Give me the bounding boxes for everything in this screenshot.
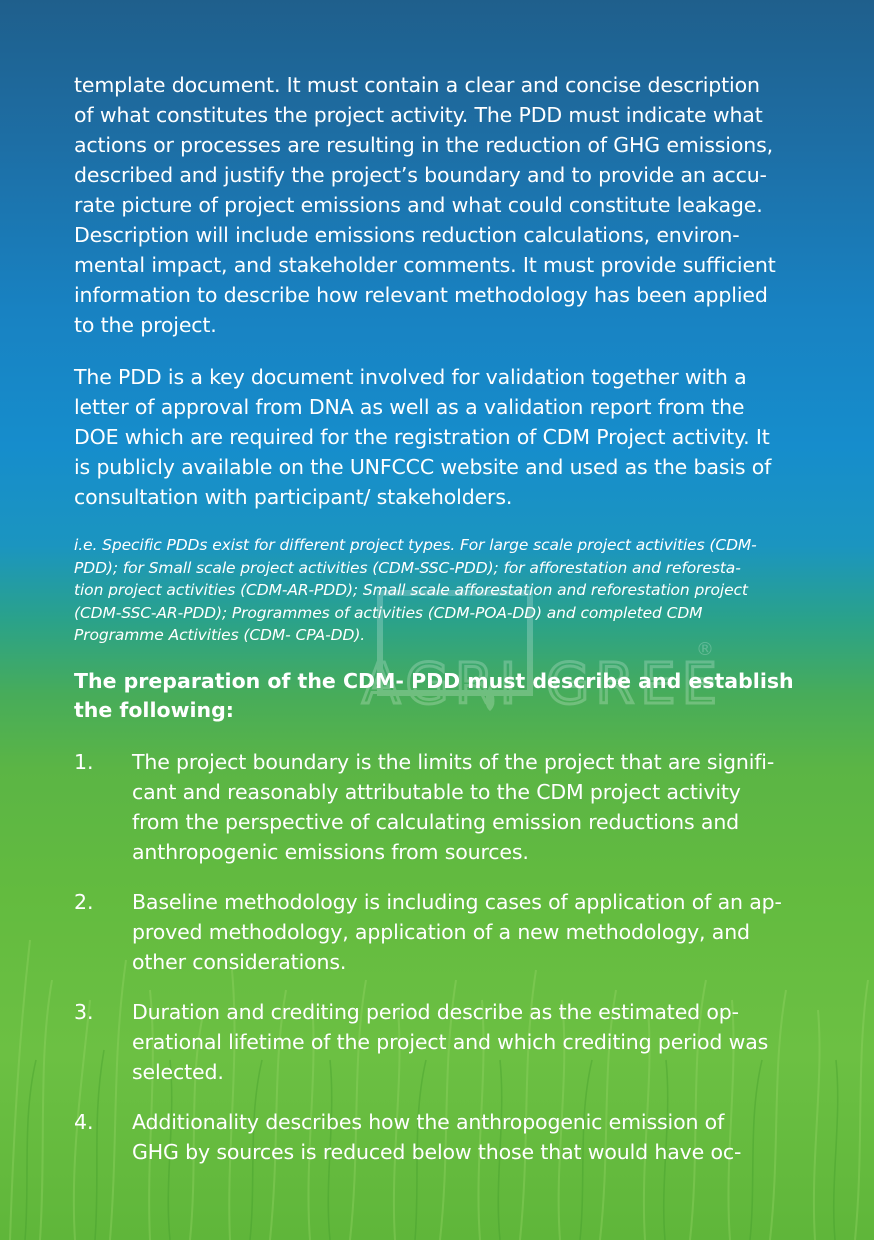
registered-mark: ®: [696, 639, 714, 660]
paragraph-pdd-description: template document. It must contain a clear and concise description of what constitutes the project activity. The PDD must indicate what actions or processes are resulting in the reduction of GHG emissions, described and justify the project’s boundary and to provide an accu- rate picture of project emissions and what could constitute leakage. Description will include emissions reduction calculations, environ- mental impact, and stakeholder comments. It must provide sufficient information to describe how relevant methodology has been applied to the project.: [74, 73, 776, 337]
list-text: Duration and crediting period describe as the estimated op- erational lifetime of the project and which crediting period was selected.: [132, 999, 769, 1084]
list-text: Additionality describes how the anthropogenic emission of GHG by sources is reduced below those that would have oc-: [132, 1109, 742, 1164]
paragraph-pdd-validation: The PDD is a key document involved for validation together with a letter of approval from DNA as well as a validation report from the DOE which are required for the registration of CDM Project activity. It is publicly available on the UNFCCC website and used as the basis of consultation with participant/ stakeholders.: [74, 365, 772, 509]
list-item: [74, 887, 804, 977]
list-item: [74, 997, 804, 1087]
list-number: 2.: [74, 889, 94, 914]
watermark-text: AGRI GREE: [362, 652, 720, 717]
section-heading: The preparation of the CDM- PDD must describe and establish the following:: [74, 668, 794, 722]
list-item: [74, 747, 804, 867]
page-content: [74, 70, 804, 1187]
list-text: Baseline methodology is including cases of application of an ap- proved methodology, application of a new methodology, and other considerations.: [132, 889, 782, 974]
list-number: 3.: [74, 999, 94, 1024]
list-number: 4.: [74, 1109, 94, 1134]
list-number: 1.: [74, 749, 94, 774]
note-pdd-types: i.e. Specific PDDs exist for different project types. For large scale project activities (CDM- PDD); for Small scale project activities (CDM-SSC-PDD); for afforestation and reforesta- tion project activities (CDM-AR-PDD); Small scale afforestation and reforestation project (CDM-SSC-AR-PDD); Programmes of activities (CDM-POA-DD) and completed CDM Programme Activities (CDM- CPA-DD).: [74, 536, 757, 644]
list-text: The project boundary is the limits of the project that are signifi- cant and reasonably attributable to the CDM project activity from the perspective of calculating emission reductions and anthropogenic emissions from sources.: [132, 749, 775, 864]
list-item: [74, 1107, 804, 1167]
